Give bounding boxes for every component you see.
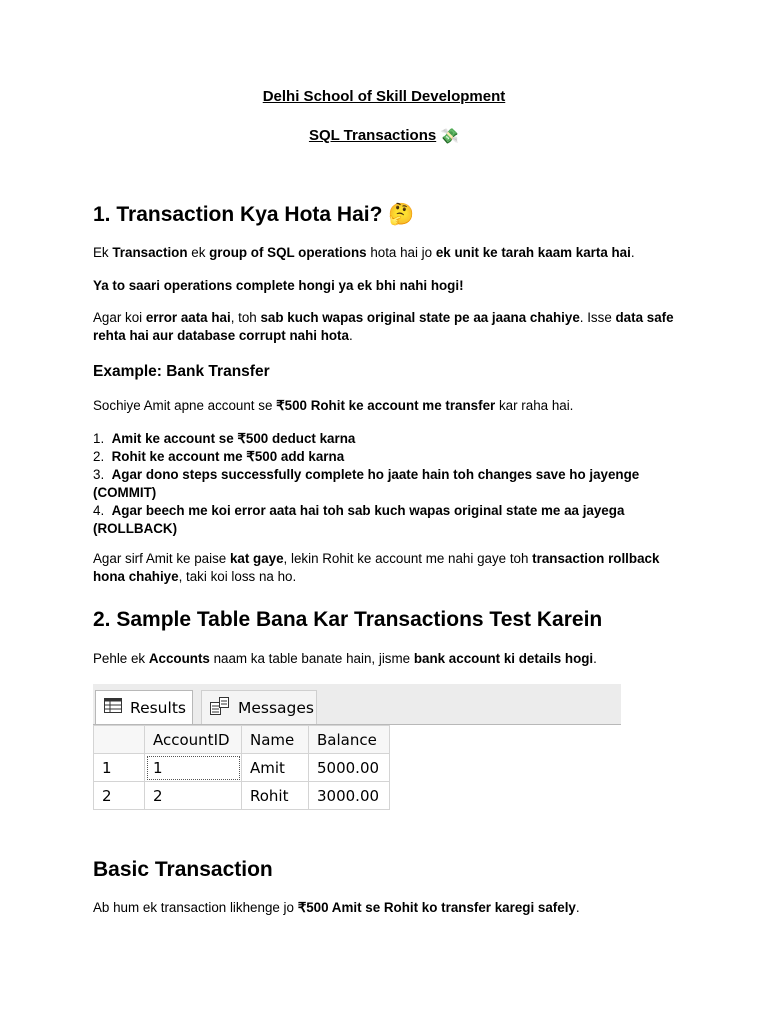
messages-icon xyxy=(210,697,230,719)
text-run: , lekin Rohit ke account me nahi gaye toh xyxy=(283,551,533,566)
subject-title xyxy=(0,127,768,145)
table-cell[interactable]: 5000.00 xyxy=(309,754,390,782)
table-cell[interactable]: 3000.00 xyxy=(309,782,390,810)
bold-text: kat gaye xyxy=(229,551,284,566)
table-cell[interactable]: Amit xyxy=(242,754,309,782)
list-item: 2. Rohit ke account me ₹500 add karna xyxy=(93,449,345,464)
text-run: kar raha hai. xyxy=(495,398,574,413)
text-run: Agar koi xyxy=(93,310,146,325)
grid-icon xyxy=(104,698,122,717)
text-run: . xyxy=(630,245,635,260)
results-grid-area xyxy=(93,725,621,832)
results-tab-bar xyxy=(93,684,621,725)
example-heading: Example: Bank Transfer xyxy=(93,363,270,380)
results-table xyxy=(93,725,390,810)
section3-intro xyxy=(93,899,683,917)
row-number-header[interactable] xyxy=(94,726,145,754)
table-cell[interactable]: Rohit xyxy=(242,782,309,810)
example-text xyxy=(93,397,683,415)
section1-intro xyxy=(93,244,683,262)
section1-heading: 1. Transaction Kya Hota Hai? 🤔 xyxy=(93,203,415,227)
rollback-note xyxy=(93,550,683,586)
bold-text: sab kuch wapas original state pe aa jaana chahiye xyxy=(260,310,580,325)
text-run: . xyxy=(348,328,353,343)
bold-text: error aata hai xyxy=(145,310,231,325)
bold-text: ek unit ke tarah kaam karta hai xyxy=(435,245,631,260)
text-run: Sochiye Amit apne account se xyxy=(93,398,277,413)
text-run: Agar sirf Amit ke paise xyxy=(93,551,230,566)
tab-results[interactable]: Results xyxy=(95,690,193,724)
table-header-row xyxy=(94,726,390,754)
money-emoji-icon: 💸 xyxy=(440,128,460,146)
results-pane xyxy=(93,684,621,832)
bold-text: data safe rehta hai aur database corrupt nahi hota xyxy=(93,310,674,343)
section1-emphasis: Ya to saari operations complete hongi ya ek bhi nahi hogi! xyxy=(93,278,464,293)
text-run: ek xyxy=(187,245,210,260)
section1-error-note xyxy=(93,309,683,345)
school-title: Delhi School of Skill Development xyxy=(262,88,506,105)
text-run: naam ka table banate hain, jisme xyxy=(209,651,414,666)
subject-label: SQL Transactions xyxy=(308,127,437,144)
bold-text: ₹500 Rohit ke account me transfer xyxy=(276,398,496,413)
bold-text: ₹500 Amit se Rohit ko transfer karegi safely xyxy=(297,900,576,915)
table-cell[interactable]: 2 xyxy=(145,782,242,810)
tab-messages[interactable]: Messages xyxy=(201,690,317,724)
bold-text: transaction rollback hona chahiye xyxy=(93,551,660,584)
text-run: hota hai jo xyxy=(366,245,436,260)
list-item: 1. Amit ke account se ₹500 deduct karna xyxy=(93,431,356,446)
text-run: Ek xyxy=(93,245,113,260)
list-item: 4. Agar beech me koi error aata hai toh sab kuch wapas original state me aa jayega (ROLLBACK) xyxy=(93,503,625,536)
bold-text: bank account ki details hogi xyxy=(413,651,594,666)
row-number-cell[interactable]: 1 xyxy=(94,754,145,782)
column-header-accountid[interactable]: AccountID xyxy=(145,726,242,754)
thinking-emoji-icon: 🤔 xyxy=(388,203,415,227)
list-item: 3. Agar dono steps successfully complete ho jaate hain toh changes save ho jayenge (COMMIT) xyxy=(93,467,640,500)
text-run: . Isse xyxy=(579,310,616,325)
bold-text: Accounts xyxy=(148,651,210,666)
column-header-name[interactable]: Name xyxy=(242,726,309,754)
text-run: , taki koi loss na ho. xyxy=(178,569,297,584)
bold-text: group of SQL operations xyxy=(209,245,367,260)
text-run: Pehle ek xyxy=(93,651,149,666)
table-cell[interactable]: 1 xyxy=(145,754,242,782)
text-run: . xyxy=(593,651,597,666)
column-header-balance[interactable]: Balance xyxy=(309,726,390,754)
section3-heading: Basic Transaction xyxy=(93,858,273,881)
steps-list xyxy=(93,430,683,538)
section2-intro xyxy=(93,650,683,668)
text-run: Ab hum ek transaction likhenge jo xyxy=(93,900,298,915)
text-run: , toh xyxy=(230,310,261,325)
bold-text: Transaction xyxy=(112,245,188,260)
table-row xyxy=(94,754,390,782)
row-number-cell[interactable]: 2 xyxy=(94,782,145,810)
text-run: . xyxy=(575,900,580,915)
section2-heading: 2. Sample Table Bana Kar Transactions Test Karein xyxy=(93,608,603,631)
table-row xyxy=(94,782,390,810)
